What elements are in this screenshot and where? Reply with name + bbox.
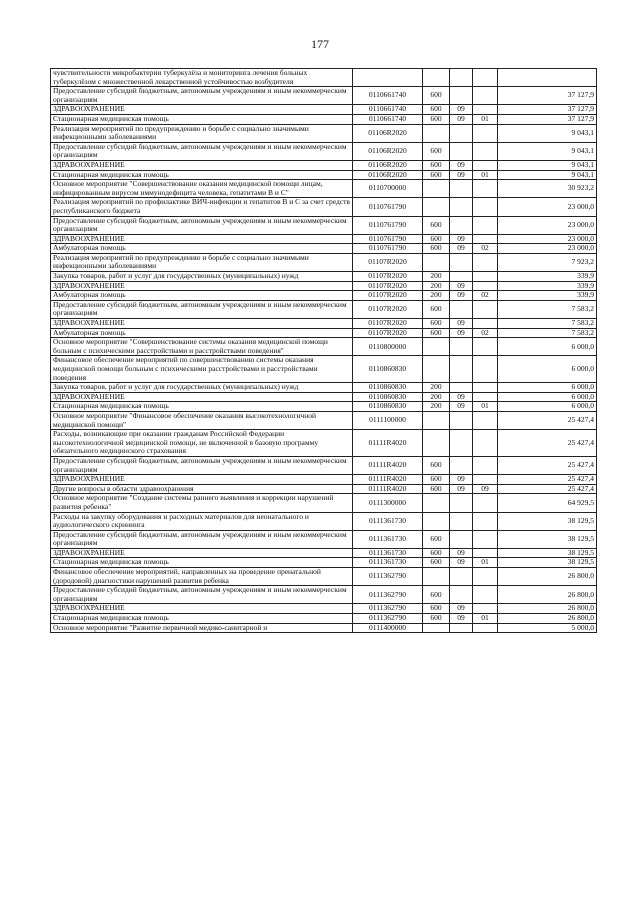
amount: 9 043,1 [498,124,597,142]
row-name: Предоставление субсидий бюджетным, автономным учреждениям и иным некоммерческим организациям [51,586,353,604]
amount: 7 583,2 [498,328,597,338]
section-code: 09 [450,402,473,412]
amount: 6 000,0 [498,392,597,402]
section-code [450,69,473,87]
target-article-code: 0111300000 [353,494,423,512]
row-name: Предоставление субсидий бюджетным, автономным учреждениям и иным некоммерческим организациям [51,300,353,318]
subsection-code: 02 [473,244,498,254]
subsection-code [473,69,498,87]
expense-type-code: 600 [423,604,450,614]
expense-type-code: 200 [423,402,450,412]
target-article-code: 0110761790 [353,216,423,234]
row-name: Реализация мероприятий по предупреждению и борьбе с социально значимыми инфекционными заболеваниями [51,253,353,271]
table-row [51,456,597,474]
target-article-code: 01107R2020 [353,300,423,318]
expense-type-code: 600 [423,456,450,474]
expense-type-code [423,411,450,429]
target-article-code: 0110761790 [353,234,423,244]
amount: 37 127,9 [498,87,597,105]
row-name: ЗДРАВООХРАНЕНИЕ [51,105,353,115]
subsection-code [473,512,498,530]
amount: 339,9 [498,272,597,282]
section-code [450,216,473,234]
row-name: Предоставление субсидий бюджетным, автономным учреждениям и иным некоммерческим организациям [51,530,353,548]
amount: 38 129,5 [498,548,597,558]
row-name: Предоставление субсидий бюджетным, автономным учреждениям и иным некоммерческим организациям [51,142,353,160]
row-name: Закупка товаров, работ и услуг для государственных (муниципальных) нужд [51,383,353,393]
table-row [51,430,597,457]
target-article-code: 01107R2020 [353,328,423,338]
subsection-code [473,411,498,429]
row-name: Предоставление субсидий бюджетным, автономным учреждениям и иным некоммерческим организациям [51,216,353,234]
subsection-code [473,319,498,329]
table-row [51,142,597,160]
expense-type-code [423,198,450,216]
subsection-code: 01 [473,170,498,180]
table-row [51,383,597,393]
table-row [51,160,597,170]
row-name: Стационарная медицинская помощь [51,402,353,412]
subsection-code [473,160,498,170]
table-row [51,216,597,234]
table-row [51,124,597,142]
section-code [450,338,473,356]
table-row [51,623,597,633]
amount: 26 800,0 [498,604,597,614]
expense-type-code: 600 [423,548,450,558]
row-name: ЗДРАВООХРАНЕНИЕ [51,392,353,402]
subsection-code [473,198,498,216]
amount: 7 923,2 [498,253,597,271]
section-code: 09 [450,392,473,402]
section-code [450,253,473,271]
amount: 5 000,0 [498,623,597,633]
subsection-code: 01 [473,114,498,124]
section-code [450,623,473,633]
section-code [450,124,473,142]
target-article-code [353,69,423,87]
section-code [450,568,473,586]
expense-type-code [423,180,450,198]
row-name: Амбулаторная помощь [51,291,353,301]
subsection-code [473,124,498,142]
page-number: 177 [311,37,329,51]
row-name: Предоставление субсидий бюджетным, автономным учреждениям и иным некоммерческим организациям [51,87,353,105]
amount: 9 043,1 [498,142,597,160]
expense-type-code: 600 [423,530,450,548]
section-code: 09 [450,548,473,558]
target-article-code: 0111361730 [353,512,423,530]
subsection-code [473,87,498,105]
subsection-code [473,530,498,548]
amount: 25 427,4 [498,484,597,494]
expense-type-code: 200 [423,291,450,301]
table-row [51,475,597,485]
subsection-code [473,623,498,633]
amount: 23 000,0 [498,198,597,216]
section-code [450,530,473,548]
subsection-code [473,586,498,604]
row-name: ЗДРАВООХРАНЕНИЕ [51,604,353,614]
section-code [450,356,473,383]
expense-type-code: 600 [423,586,450,604]
table-row [51,272,597,282]
subsection-code [473,475,498,485]
subsection-code [473,216,498,234]
amount: 30 923,2 [498,180,597,198]
subsection-code [473,180,498,198]
target-article-code: 0110761790 [353,198,423,216]
table-row [51,253,597,271]
expense-type-code [423,124,450,142]
expense-type-code: 600 [423,105,450,115]
amount: 26 800,0 [498,568,597,586]
subsection-code [473,338,498,356]
row-name: Амбулаторная помощь [51,244,353,254]
subsection-code: 09 [473,484,498,494]
table-row [51,530,597,548]
target-article-code: 0111100000 [353,411,423,429]
section-code: 09 [450,105,473,115]
section-code: 09 [450,244,473,254]
amount: 339,9 [498,281,597,291]
target-article-code: 0111361730 [353,548,423,558]
expense-type-code: 600 [423,160,450,170]
target-article-code: 0110661740 [353,105,423,115]
target-article-code: 01106R2020 [353,160,423,170]
section-code: 09 [450,614,473,624]
target-article-code: 01107R2020 [353,272,423,282]
expense-type-code: 600 [423,319,450,329]
table-row [51,614,597,624]
amount: 64 929,5 [498,494,597,512]
amount: 25 427,4 [498,475,597,485]
row-name: Финансовое обеспечение мероприятий по совершенствованию системы оказания медицинской помощи больным с психическими расстройствами и расстройствами поведения [51,356,353,383]
row-name: ЗДРАВООХРАНЕНИЕ [51,281,353,291]
target-article-code: 0110860830 [353,402,423,412]
table-row [51,234,597,244]
row-name: Основное мероприятие "Развитие первичной медико-санитарной и [51,623,353,633]
target-article-code: 0110860830 [353,356,423,383]
amount: 26 800,0 [498,614,597,624]
amount: 6 000,0 [498,338,597,356]
section-code: 09 [450,328,473,338]
row-name: Финансовое обеспечение мероприятий, направленных на проведение пренатальной (дородовой) диагностики нарушений развития ребенка [51,568,353,586]
amount: 9 043,1 [498,160,597,170]
section-code [450,300,473,318]
target-article-code: 0110700000 [353,180,423,198]
target-article-code: 01107R2020 [353,291,423,301]
expense-type-code: 200 [423,281,450,291]
target-article-code: 01107R2020 [353,281,423,291]
target-article-code: 01106R2020 [353,142,423,160]
amount: 6 000,0 [498,356,597,383]
section-code [450,411,473,429]
section-code: 09 [450,319,473,329]
row-name: Стационарная медицинская помощь [51,170,353,180]
row-name: Основное мероприятие "Финансовое обеспечение оказания высокотехнологичной медицинской помощи" [51,411,353,429]
section-code [450,512,473,530]
target-article-code: 01111R4020 [353,475,423,485]
table-row [51,338,597,356]
amount: 38 129,5 [498,530,597,548]
amount: 7 583,2 [498,319,597,329]
amount: 23 000,0 [498,244,597,254]
row-name: ЗДРАВООХРАНЕНИЕ [51,548,353,558]
table-row [51,586,597,604]
subsection-code [473,142,498,160]
section-code [450,180,473,198]
target-article-code: 0111362790 [353,614,423,624]
row-name: Другие вопросы в области здравоохранения [51,484,353,494]
row-name: Стационарная медицинская помощь [51,558,353,568]
section-code [450,430,473,457]
target-article-code: 0110761790 [353,244,423,254]
row-name: Расходы на закупку оборудования и расходных материалов для неонатального и аудиологического скрининга [51,512,353,530]
amount: 26 800,0 [498,586,597,604]
table-row [51,411,597,429]
target-article-code: 01111R4020 [353,456,423,474]
target-article-code: 0111362790 [353,568,423,586]
expense-type-code: 600 [423,114,450,124]
amount: 25 427,4 [498,411,597,429]
subsection-code: 02 [473,328,498,338]
expense-type-code: 200 [423,383,450,393]
section-code [450,494,473,512]
expense-type-code [423,568,450,586]
expense-type-code: 600 [423,216,450,234]
expense-type-code [423,623,450,633]
row-name: Основное мероприятие "Создание системы раннего выявления и коррекции нарушений развития ребенка" [51,494,353,512]
table-row [51,512,597,530]
target-article-code: 01111R4020 [353,430,423,457]
expense-type-code [423,494,450,512]
expense-type-code: 600 [423,170,450,180]
expense-type-code: 600 [423,244,450,254]
section-code [450,586,473,604]
subsection-code [473,356,498,383]
section-code: 09 [450,484,473,494]
expense-type-code: 600 [423,328,450,338]
amount: 38 129,5 [498,512,597,530]
section-code: 09 [450,234,473,244]
row-name: чувствительности микробактерии туберкулёза и мониторинга лечения больных туберкулёзом с множественной лекарственной устойчивостью возбудителя [51,69,353,87]
row-name: Стационарная медицинская помощь [51,114,353,124]
target-article-code: 0110661740 [353,114,423,124]
row-name: Основное мероприятие "Совершенствование оказания медицинской помощи лицам, инфицированным вирусом иммунодефицита человека, гепатитами В и С" [51,180,353,198]
table-row [51,69,597,87]
section-code: 09 [450,604,473,614]
row-name: ЗДРАВООХРАНЕНИЕ [51,319,353,329]
expense-type-code: 200 [423,392,450,402]
section-code: 09 [450,170,473,180]
target-article-code: 0111362790 [353,586,423,604]
subsection-code: 01 [473,558,498,568]
subsection-code: 01 [473,614,498,624]
subsection-code [473,300,498,318]
row-name: Закупка товаров, работ и услуг для государственных (муниципальных) нужд [51,272,353,282]
subsection-code [473,272,498,282]
subsection-code [473,494,498,512]
expense-type-code: 600 [423,87,450,105]
amount: 7 583,2 [498,300,597,318]
row-name: ЗДРАВООХРАНЕНИЕ [51,475,353,485]
expense-type-code [423,430,450,457]
table-row [51,300,597,318]
amount: 6 000,0 [498,383,597,393]
target-article-code: 0111361730 [353,530,423,548]
expense-type-code: 600 [423,614,450,624]
table-row [51,356,597,383]
target-article-code: 0111361730 [353,558,423,568]
row-name: Реализация мероприятий по предупреждению и борьбе с социально значимыми инфекционными заболеваниями [51,124,353,142]
amount: 25 427,4 [498,456,597,474]
section-code [450,272,473,282]
section-code: 09 [450,160,473,170]
row-name: ЗДРАВООХРАНЕНИЕ [51,160,353,170]
subsection-code: 01 [473,402,498,412]
target-article-code: 01106R2020 [353,124,423,142]
section-code: 09 [450,558,473,568]
subsection-code [473,430,498,457]
target-article-code: 0111362790 [353,604,423,614]
expense-type-code [423,356,450,383]
subsection-code [473,253,498,271]
subsection-code [473,568,498,586]
row-name: ЗДРАВООХРАНЕНИЕ [51,234,353,244]
table-row [51,244,597,254]
table-row [51,87,597,105]
row-name: Амбулаторная помощь [51,328,353,338]
amount: 38 129,5 [498,558,597,568]
amount: 25 427,4 [498,430,597,457]
subsection-code: 02 [473,291,498,301]
target-article-code: 0110800000 [353,338,423,356]
table-row [51,281,597,291]
amount [498,69,597,87]
expense-type-code [423,69,450,87]
table-row [51,319,597,329]
row-name: Основное мероприятие "Совершенствование системы оказания медицинской помощи больным с психическими расстройствами и расстройствами поведения" [51,338,353,356]
expense-type-code: 200 [423,272,450,282]
section-code [450,142,473,160]
amount: 37 127,9 [498,114,597,124]
target-article-code: 01106R2020 [353,170,423,180]
table-row [51,568,597,586]
amount: 23 000,0 [498,216,597,234]
table-row [51,494,597,512]
table-row [51,180,597,198]
subsection-code [473,383,498,393]
table-row [51,198,597,216]
target-article-code: 0111400000 [353,623,423,633]
target-article-code: 0110860830 [353,383,423,393]
table-row [51,114,597,124]
section-code [450,87,473,105]
section-code [450,198,473,216]
amount: 37 127,9 [498,105,597,115]
expense-type-code: 600 [423,558,450,568]
row-name: Расходы, возникающие при оказании гражданам Российской Федерации высокотехнологичной медицинской помощи, не включенной в базовую программу обязательного медицинского страхования [51,430,353,457]
subsection-code [473,456,498,474]
expense-type-code: 600 [423,300,450,318]
section-code: 09 [450,281,473,291]
expense-type-code: 600 [423,475,450,485]
section-code: 09 [450,475,473,485]
expense-type-code: 600 [423,484,450,494]
amount: 6 000,0 [498,402,597,412]
budget-table [50,68,597,633]
amount: 23 000,0 [498,234,597,244]
section-code: 09 [450,114,473,124]
expense-type-code: 600 [423,142,450,160]
target-article-code: 01111R4020 [353,484,423,494]
section-code [450,456,473,474]
target-article-code: 01107R2020 [353,253,423,271]
amount: 339,9 [498,291,597,301]
expense-type-code [423,253,450,271]
target-article-code: 0110661740 [353,87,423,105]
target-article-code: 01107R2020 [353,319,423,329]
section-code: 09 [450,291,473,301]
row-name: Реализация мероприятий по профилактике ВИЧ-инфекции и гепатитов В и С за счет средств республиканского бюджета [51,198,353,216]
budget-table-body [51,69,597,633]
row-name: Стационарная медицинская помощь [51,614,353,624]
amount: 9 043,1 [498,170,597,180]
section-code [450,383,473,393]
expense-type-code [423,512,450,530]
expense-type-code [423,338,450,356]
target-article-code: 0110860830 [353,392,423,402]
table-row [51,291,597,301]
expense-type-code: 600 [423,234,450,244]
row-name: Предоставление субсидий бюджетным, автономным учреждениям и иным некоммерческим организациям [51,456,353,474]
